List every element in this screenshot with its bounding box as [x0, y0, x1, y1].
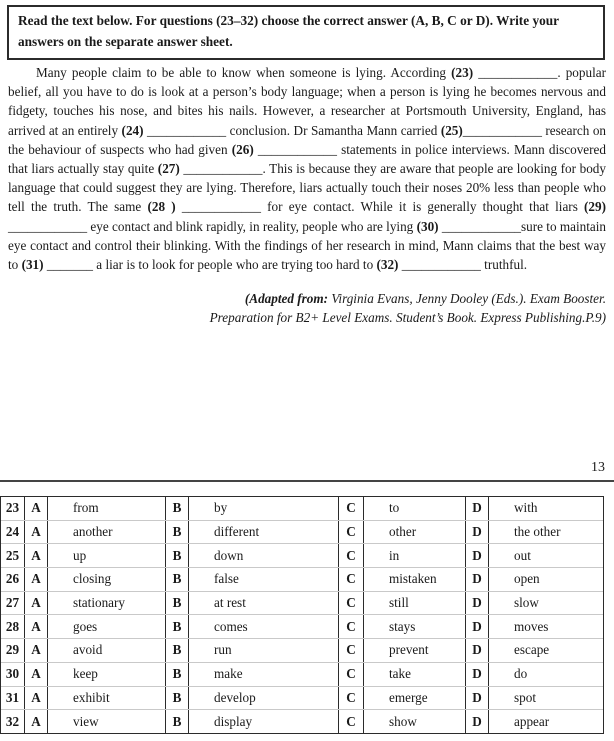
option-letter-B: B: [166, 568, 189, 591]
option-text-D: spot: [514, 689, 536, 705]
question-number: 28: [1, 615, 25, 638]
option-text-A: closing: [48, 568, 166, 591]
question-number: 32: [1, 710, 25, 733]
option-letter-A: A: [25, 663, 48, 686]
option-text-D: out: [514, 547, 531, 563]
option-letter-B: B: [166, 687, 189, 710]
option-text-A: another: [48, 521, 166, 544]
option-letter-A: A: [25, 568, 48, 591]
option-letter-D: D: [466, 663, 489, 686]
option-text-C: take: [364, 663, 466, 686]
option-text-A: stationary: [48, 592, 166, 615]
gap-number: (24): [121, 122, 144, 138]
gap-number: (30): [416, 218, 439, 234]
option-text-B: comes: [189, 615, 339, 638]
option-letter-C: C: [339, 521, 364, 544]
option-text-D: slow: [514, 595, 539, 611]
option-text-C: stays: [364, 615, 466, 638]
table-row-q31: [1, 686, 603, 710]
option-letter-A: A: [25, 615, 48, 638]
gap-number: (27): [157, 161, 180, 177]
option-text-C: still: [364, 592, 466, 615]
passage-text: ____________ for eye contact. While it is generally thought that liars: [175, 199, 585, 215]
question-number: 30: [1, 663, 25, 686]
option-letter-D: D: [466, 710, 489, 733]
option-text-A: view: [48, 710, 166, 733]
passage-text: ____________. This is because they are aware that people are looking for body language that could suggest they are lying. Therefore, liars actually touch their noses 20% less than people who tell the truth. The same: [8, 161, 606, 215]
question-number: 24: [1, 521, 25, 544]
option-text-D: with: [514, 500, 538, 516]
question-number: 23: [1, 497, 25, 520]
passage-text: ____________ statements in police interviews. Mann discovered that liars actually stay quite: [8, 141, 606, 177]
option-letter-D: D: [466, 521, 489, 544]
question-number: 31: [1, 687, 25, 710]
option-letter-B: B: [166, 592, 189, 615]
option-text-D: moves: [514, 618, 549, 634]
option-letter-B: B: [166, 710, 189, 733]
option-letter-B: B: [166, 639, 189, 662]
passage-text: _______ a liar is to look for people who are trying too hard to: [43, 257, 377, 273]
gap-number: (31): [21, 257, 44, 273]
option-letter-C: C: [339, 639, 364, 662]
option-text-B: by: [189, 497, 339, 520]
option-text-B: down: [189, 544, 339, 567]
option-letter-C: C: [339, 544, 364, 567]
table-row-q32: [1, 709, 603, 733]
passage-text: ____________ research on the behaviour of suspects who had given: [8, 122, 607, 157]
option-letter-B: B: [166, 521, 189, 544]
option-text-C: other: [364, 521, 466, 544]
option-text-A: from: [48, 497, 166, 520]
gap-number: (29): [584, 199, 606, 215]
option-text-B: display: [189, 710, 339, 733]
option-text-B: at rest: [189, 592, 339, 615]
passage-text: ____________ truthful.: [398, 257, 528, 273]
option-text-D: appear: [514, 713, 550, 729]
option-text-D: escape: [514, 642, 550, 658]
option-letter-B: B: [166, 497, 189, 520]
option-letter-A: A: [25, 687, 48, 710]
option-letter-D: D: [466, 568, 489, 591]
option-letter-D: D: [466, 497, 489, 520]
option-letter-A: A: [25, 639, 48, 662]
answer-options-table: [0, 496, 604, 734]
option-letter-D: D: [466, 592, 489, 615]
instruction-box: [7, 5, 605, 60]
option-text-C: show: [364, 710, 466, 733]
option-letter-D: D: [466, 639, 489, 662]
option-letter-C: C: [339, 497, 364, 520]
option-text-C: emerge: [364, 687, 466, 710]
option-letter-C: C: [339, 710, 364, 733]
option-text-B: develop: [189, 687, 339, 710]
table-row-q24: [1, 520, 603, 544]
attribution-line1-rest: Virginia Evans, Jenny Dooley (Eds.). Exam Booster.: [328, 291, 606, 306]
gap-number: (32): [376, 257, 399, 273]
source-attribution: [8, 289, 606, 327]
table-row-q27: [1, 591, 603, 615]
option-letter-C: C: [339, 568, 364, 591]
option-text-D: open: [514, 571, 540, 587]
option-letter-D: D: [466, 544, 489, 567]
option-letter-A: A: [25, 710, 48, 733]
passage-text: Many people claim to be able to know when someone is lying. According: [36, 65, 452, 80]
option-text-A: up: [48, 544, 166, 567]
passage-text: ____________ eye contact and blink rapidly, in reality, people who are lying: [8, 218, 417, 234]
passage-text: ____________. popular belief, all you have to do is look at a person’s body language; when a person is lying he becomes nervous and fidgety, touches his nose, and bites his nails. However, a researcher at Portsmouth University, England, has arrived at an entirely: [8, 65, 606, 138]
page-number: 13: [591, 460, 605, 475]
table-row-q29: [1, 638, 603, 662]
option-letter-A: A: [25, 544, 48, 567]
table-row-q28: [1, 614, 603, 638]
gap-number: (26): [231, 141, 254, 157]
option-text-C: mistaken: [364, 568, 466, 591]
option-letter-A: A: [25, 497, 48, 520]
option-text-D: the other: [514, 524, 561, 540]
table-row-q25: [1, 543, 603, 567]
gap-number: (23): [451, 65, 474, 80]
attribution-prefix: (Adapted from:: [244, 291, 329, 306]
instruction-text: Read the text below. For questions (23–32) choose the correct answer (A, B, C or D). Write your answers on the separate answer sheet.: [18, 13, 559, 49]
option-text-A: goes: [48, 615, 166, 638]
option-letter-A: A: [25, 521, 48, 544]
attribution-line-2: Preparation for B2+ Level Exams. Student’s Book. Express Publishing.P.9): [209, 310, 606, 325]
option-text-B: false: [189, 568, 339, 591]
option-text-B: run: [189, 639, 339, 662]
page-divider-line: [0, 480, 614, 482]
gap-number: (25): [440, 122, 463, 138]
option-letter-B: B: [166, 544, 189, 567]
table-row-q26: [1, 567, 603, 591]
option-letter-D: D: [466, 615, 489, 638]
reading-passage: [8, 63, 606, 274]
option-text-C: to: [364, 497, 466, 520]
option-text-A: exhibit: [48, 687, 166, 710]
option-text-C: prevent: [364, 639, 466, 662]
option-letter-C: C: [339, 687, 364, 710]
option-text-B: make: [189, 663, 339, 686]
option-letter-B: B: [166, 663, 189, 686]
option-text-D: do: [514, 666, 528, 682]
question-number: 25: [1, 544, 25, 567]
table-row-q30: [1, 662, 603, 686]
question-number: 26: [1, 568, 25, 591]
passage-text: ____________sure to maintain eye contact and control their blinking. With the findings of her research in mind, Mann claims that the best way to: [8, 218, 606, 273]
option-text-A: avoid: [48, 639, 166, 662]
option-letter-C: C: [339, 663, 364, 686]
question-number: 27: [1, 592, 25, 615]
option-text-C: in: [364, 544, 466, 567]
option-letter-B: B: [166, 615, 189, 638]
question-number: 29: [1, 639, 25, 662]
option-text-A: keep: [48, 663, 166, 686]
option-letter-D: D: [466, 687, 489, 710]
gap-number: (28 ): [147, 199, 176, 215]
option-letter-A: A: [25, 592, 48, 615]
table-row-q23: [1, 497, 603, 520]
option-letter-C: C: [339, 592, 364, 615]
passage-text: ____________ conclusion. Dr Samantha Mann carried: [143, 122, 441, 138]
attribution-line-1: [8, 289, 606, 308]
option-text-B: different: [189, 521, 339, 544]
option-letter-C: C: [339, 615, 364, 638]
